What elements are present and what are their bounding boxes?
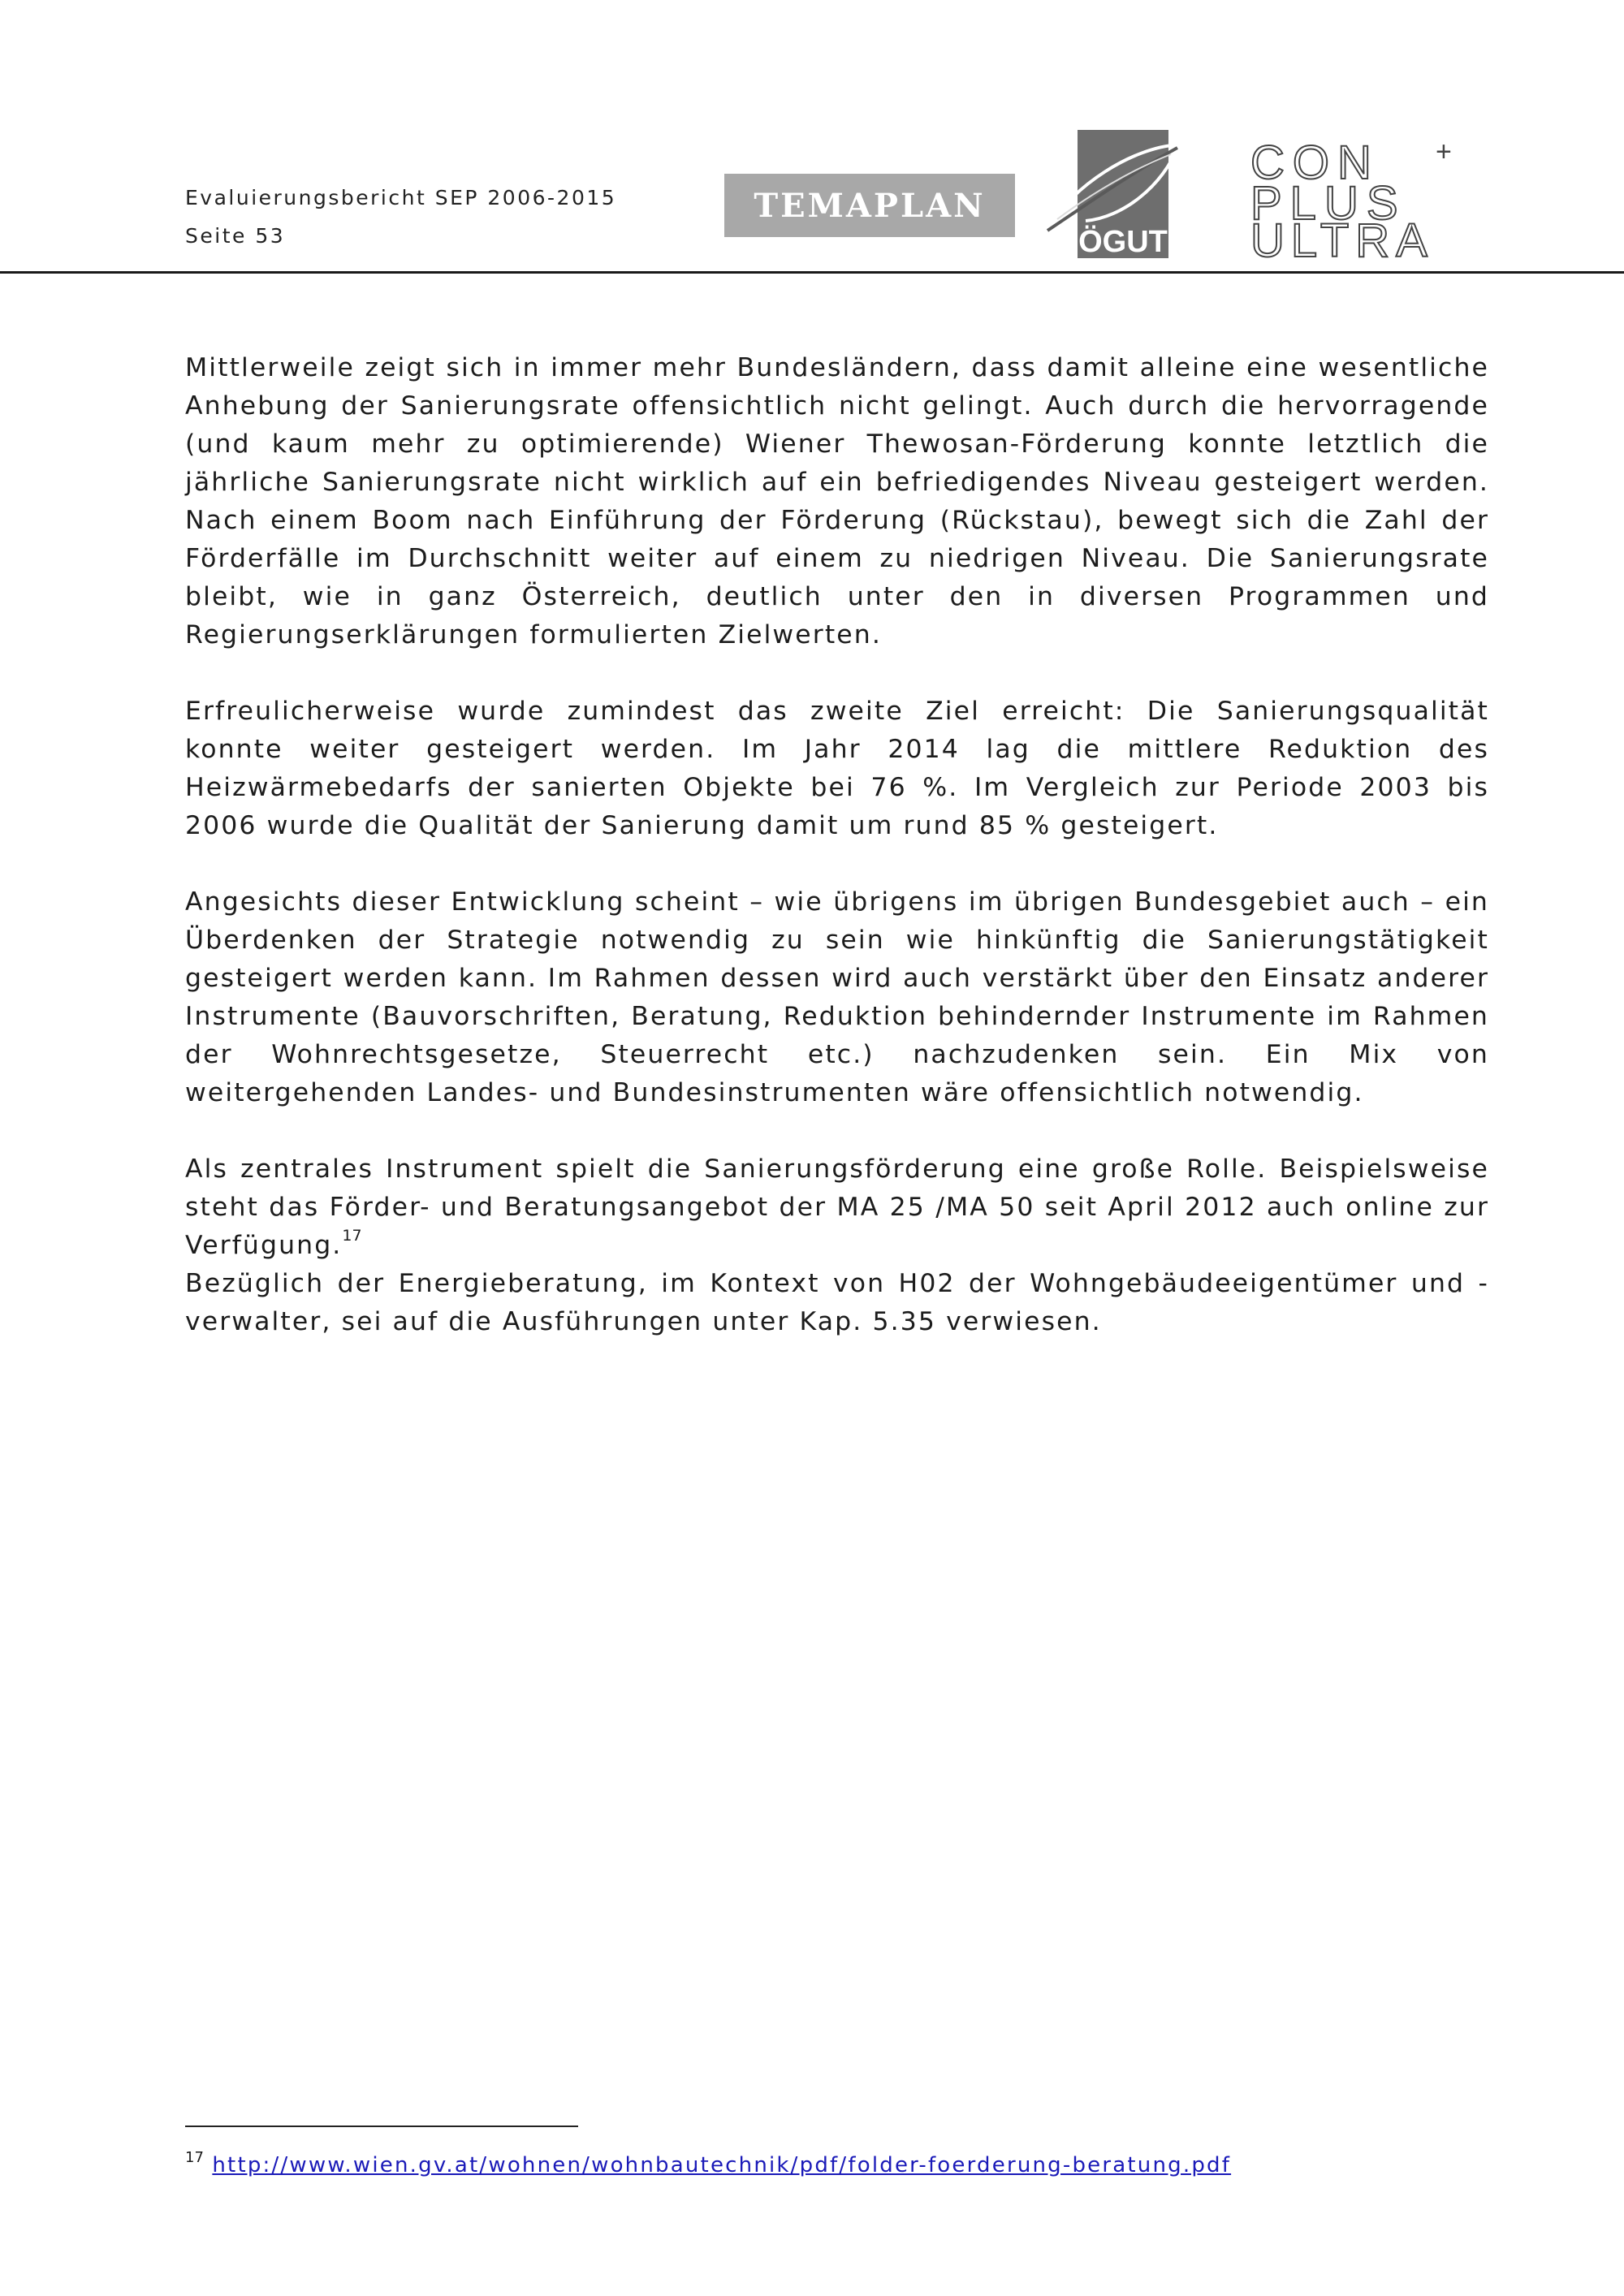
paragraph-4-text: Als zentrales Instrument spielt die Sanierungsförderung eine große Rolle. Beispielsweise steht das Förder- und Beratungsangebot der MA 25 /MA 50 seit April 2012 auch online zur Verfügung.	[185, 1154, 1489, 1260]
cpu-plus-sign: +	[1436, 136, 1452, 167]
page-body	[185, 349, 1489, 1379]
header-divider	[0, 271, 1624, 274]
footnote	[185, 2149, 1231, 2177]
header-text	[185, 179, 616, 255]
paragraph-1: Mittlerweile zeigt sich in immer mehr Bundesländern, dass damit alleine eine wesentliche Anhebung der Sanierungsrate offensichtlich nicht gelingt. Auch durch die hervorragende (und kaum mehr zu optimierende) Wiener Thewosan-Förderung konnte letztlich die jährliche Sanierungsrate nicht wirklich auf ein befriedigendes Niveau gesteigert werden. Nach einem Boom nach Einführung der Förderung (Rückstau), bewegt sich die Zahl der Förderfälle im Durchschnitt weiter auf einem zu niedrigen Niveau. Die Sanierungsrate bleibt, wie in ganz Österreich, deutlich unter den in diversen Programmen und Regierungserklärungen formulierten Zielwerten.	[185, 353, 1489, 650]
con-plus-ultra-logo	[1250, 136, 1453, 260]
footnote-divider	[185, 2126, 578, 2127]
cpu-line-2: PLUS	[1250, 177, 1406, 230]
footnote-reference[interactable]: 17	[342, 1227, 362, 1245]
paragraph-5: Bezüglich der Energieberatung, im Kontext von H02 der Wohngebäudeeigentümer und -verwalter, sei auf die Ausführungen unter Kap. 5.35 verwiesen.	[185, 1269, 1489, 1336]
page-header	[0, 0, 1624, 276]
footnote-link[interactable]: http://www.wien.gv.at/wohnen/wohnbautechnik/pdf/folder-foerderung-beratung.pdf	[212, 2153, 1232, 2177]
ogut-logo	[1041, 130, 1183, 258]
cpu-line-3: ULTRA	[1250, 214, 1434, 260]
ogut-logo-text: ÖGUT	[1078, 225, 1168, 258]
paragraph-2: Erfreulicherweise wurde zumindest das zweite Ziel erreicht: Die Sanierungsqualität konnte weiter gesteigert werden. Im Jahr 2014 lag die mittlere Reduktion des Heizwärmebedarfs der sanierten Objekte bei 76 %. Im Vergleich zur Periode 2003 bis 2006 wurde die Qualität der Sanierung damit um rund 85 % gesteigert.	[185, 697, 1489, 840]
footnote-number: 17	[185, 2149, 204, 2166]
temaplan-logo	[724, 174, 1015, 237]
temaplan-logo-text: TEMAPLAN	[754, 186, 986, 225]
page-number: Seite 53	[185, 224, 286, 248]
report-title: Evaluierungsbericht SEP 2006-2015	[185, 186, 617, 209]
paragraph-3: Angesichts dieser Entwicklung scheint – wie übrigens im übrigen Bundesgebiet auch – ein Überdenken der Strategie notwendig zu sein wie hinkünftig die Sanierungstätigkeit gesteigert werden kann. Im Rahmen dessen wird auch verstärkt über den Einsatz anderer Instrumente (Bauvorschriften, Beratung, Reduktion behindernder Instrumente im Rahmen der Wohnrechtsgesetze, Steuerrecht etc.) nachzudenken sein. Ein Mix von weitergehenden Landes- und Bundesinstrumenten wäre offensichtlich notwendig.	[185, 887, 1489, 1107]
cpu-line-1: CON	[1250, 136, 1380, 189]
paragraph-4	[185, 1150, 1489, 1265]
